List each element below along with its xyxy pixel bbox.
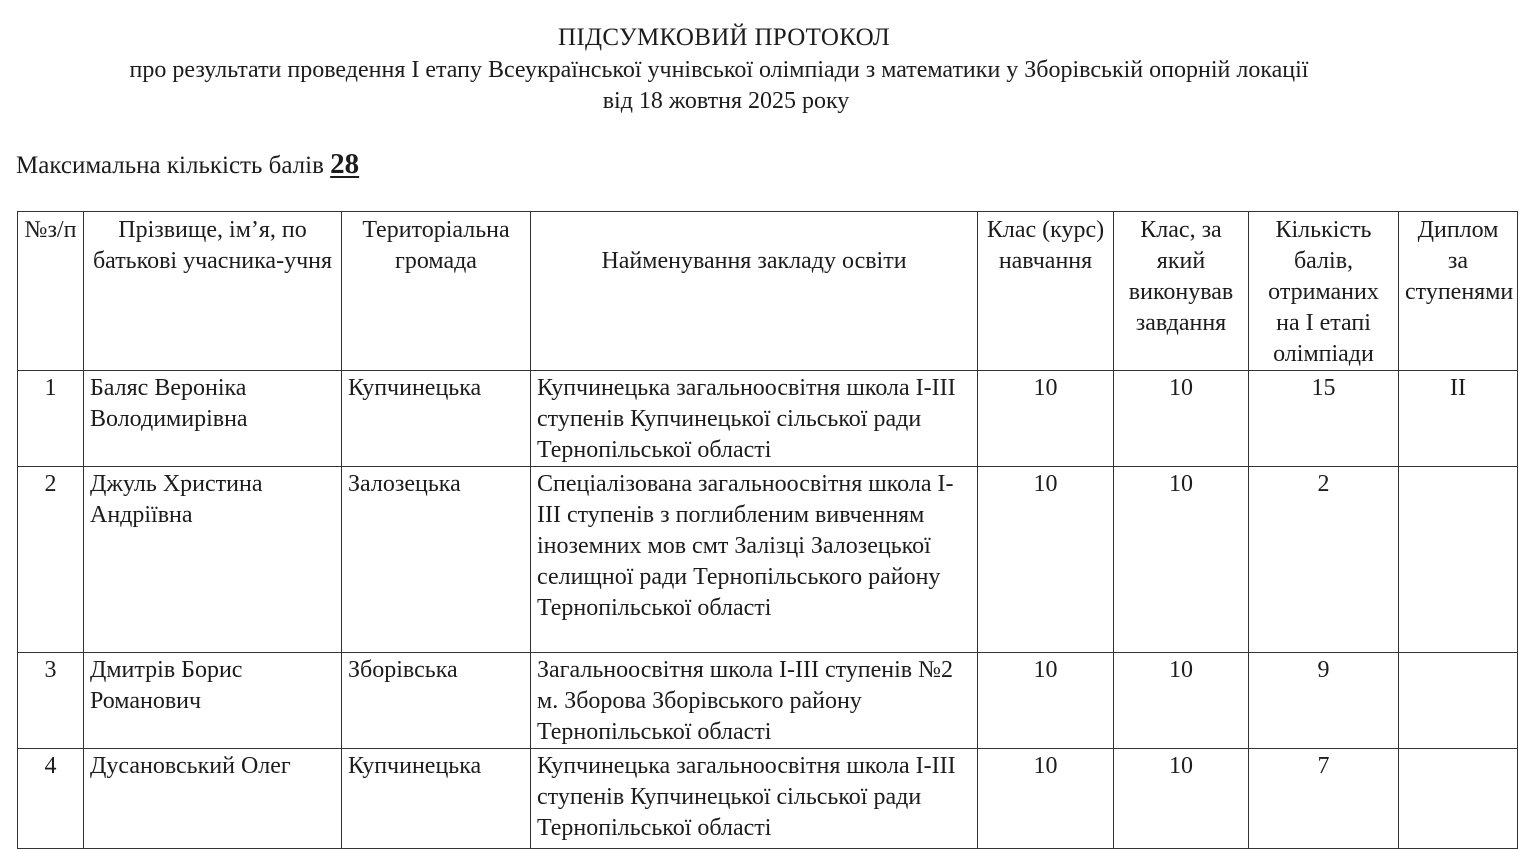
cell-score: 2 [1249, 467, 1399, 653]
col-header-score: Кількість балів, отриманих на І етапі олімпіади [1249, 212, 1399, 371]
max-score-value: 28 [330, 148, 360, 180]
results-table [17, 211, 1518, 849]
cell-diploma [1399, 653, 1518, 749]
cell-task-grade: 10 [1114, 371, 1249, 467]
cell-name: Дмитрів Борис Романович [84, 653, 342, 749]
document-title: ПІДСУМКОВИЙ ПРОТОКОЛ [558, 24, 890, 51]
cell-diploma [1399, 467, 1518, 653]
col-header-community: Територіальна громада [342, 212, 531, 371]
cell-community: Купчинецька [342, 371, 531, 467]
cell-number: 4 [18, 749, 84, 849]
cell-name: Дусановський Олег [84, 749, 342, 849]
cell-community: Купчинецька [342, 749, 531, 849]
col-header-number: №з/п [18, 212, 84, 371]
cell-diploma: ІІ [1399, 371, 1518, 467]
cell-number: 2 [18, 467, 84, 653]
col-header-task-grade: Клас, за який виконував завдання [1114, 212, 1249, 371]
cell-name: Баляс Вероніка Володимирівна [84, 371, 342, 467]
col-header-diploma: Диплом за ступенями [1399, 212, 1518, 371]
max-score-label: Максимальна кількість балів [16, 152, 324, 179]
cell-number: 1 [18, 371, 84, 467]
cell-community: Залозецька [342, 467, 531, 653]
table-row [18, 467, 1518, 653]
cell-community: Зборівська [342, 653, 531, 749]
col-header-grade: Клас (курс) навчання [978, 212, 1114, 371]
cell-task-grade: 10 [1114, 749, 1249, 849]
col-header-institution: Найменування закладу освіти [531, 212, 978, 371]
table-row [18, 371, 1518, 467]
cell-number: 3 [18, 653, 84, 749]
max-score-line [16, 148, 359, 181]
document-date: від 18 жовтня 2025 року [602, 88, 850, 114]
table-row [18, 749, 1518, 849]
cell-institution: Купчинецька загальноосвітня школа І-ІІІ ступенів Купчинецької сільської ради Тернопільської області [531, 371, 978, 467]
cell-name: Джуль Христина Андріївна [84, 467, 342, 653]
cell-score: 9 [1249, 653, 1399, 749]
table-row [18, 653, 1518, 749]
cell-grade: 10 [978, 371, 1114, 467]
cell-score: 7 [1249, 749, 1399, 849]
cell-task-grade: 10 [1114, 467, 1249, 653]
cell-grade: 10 [978, 467, 1114, 653]
cell-grade: 10 [978, 749, 1114, 849]
cell-institution: Загальноосвітня школа І-ІІІ ступенів №2 м. Зборова Зборівського району Тернопільської області [531, 653, 978, 749]
cell-institution: Купчинецька загальноосвітня школа І-ІІІ ступенів Купчинецької сільської ради Тернопільської області [531, 749, 978, 849]
cell-task-grade: 10 [1114, 653, 1249, 749]
cell-score: 15 [1249, 371, 1399, 467]
col-header-name: Прізвище, ім’я, по батькові учасника-учня [84, 212, 342, 371]
cell-institution: Спеціалізована загальноосвітня школа І-ІІІ ступенів з поглибленим вивченням іноземних мов смт Залізці Залозецької селищної ради Тернопільського району Тернопільської області [531, 467, 978, 653]
cell-diploma [1399, 749, 1518, 849]
table-header-row [18, 212, 1518, 371]
cell-grade: 10 [978, 653, 1114, 749]
document-subtitle: про результати проведення І етапу Всеукраїнської учнівської олімпіади з математики у Зборівській опорній локації [129, 57, 1309, 83]
